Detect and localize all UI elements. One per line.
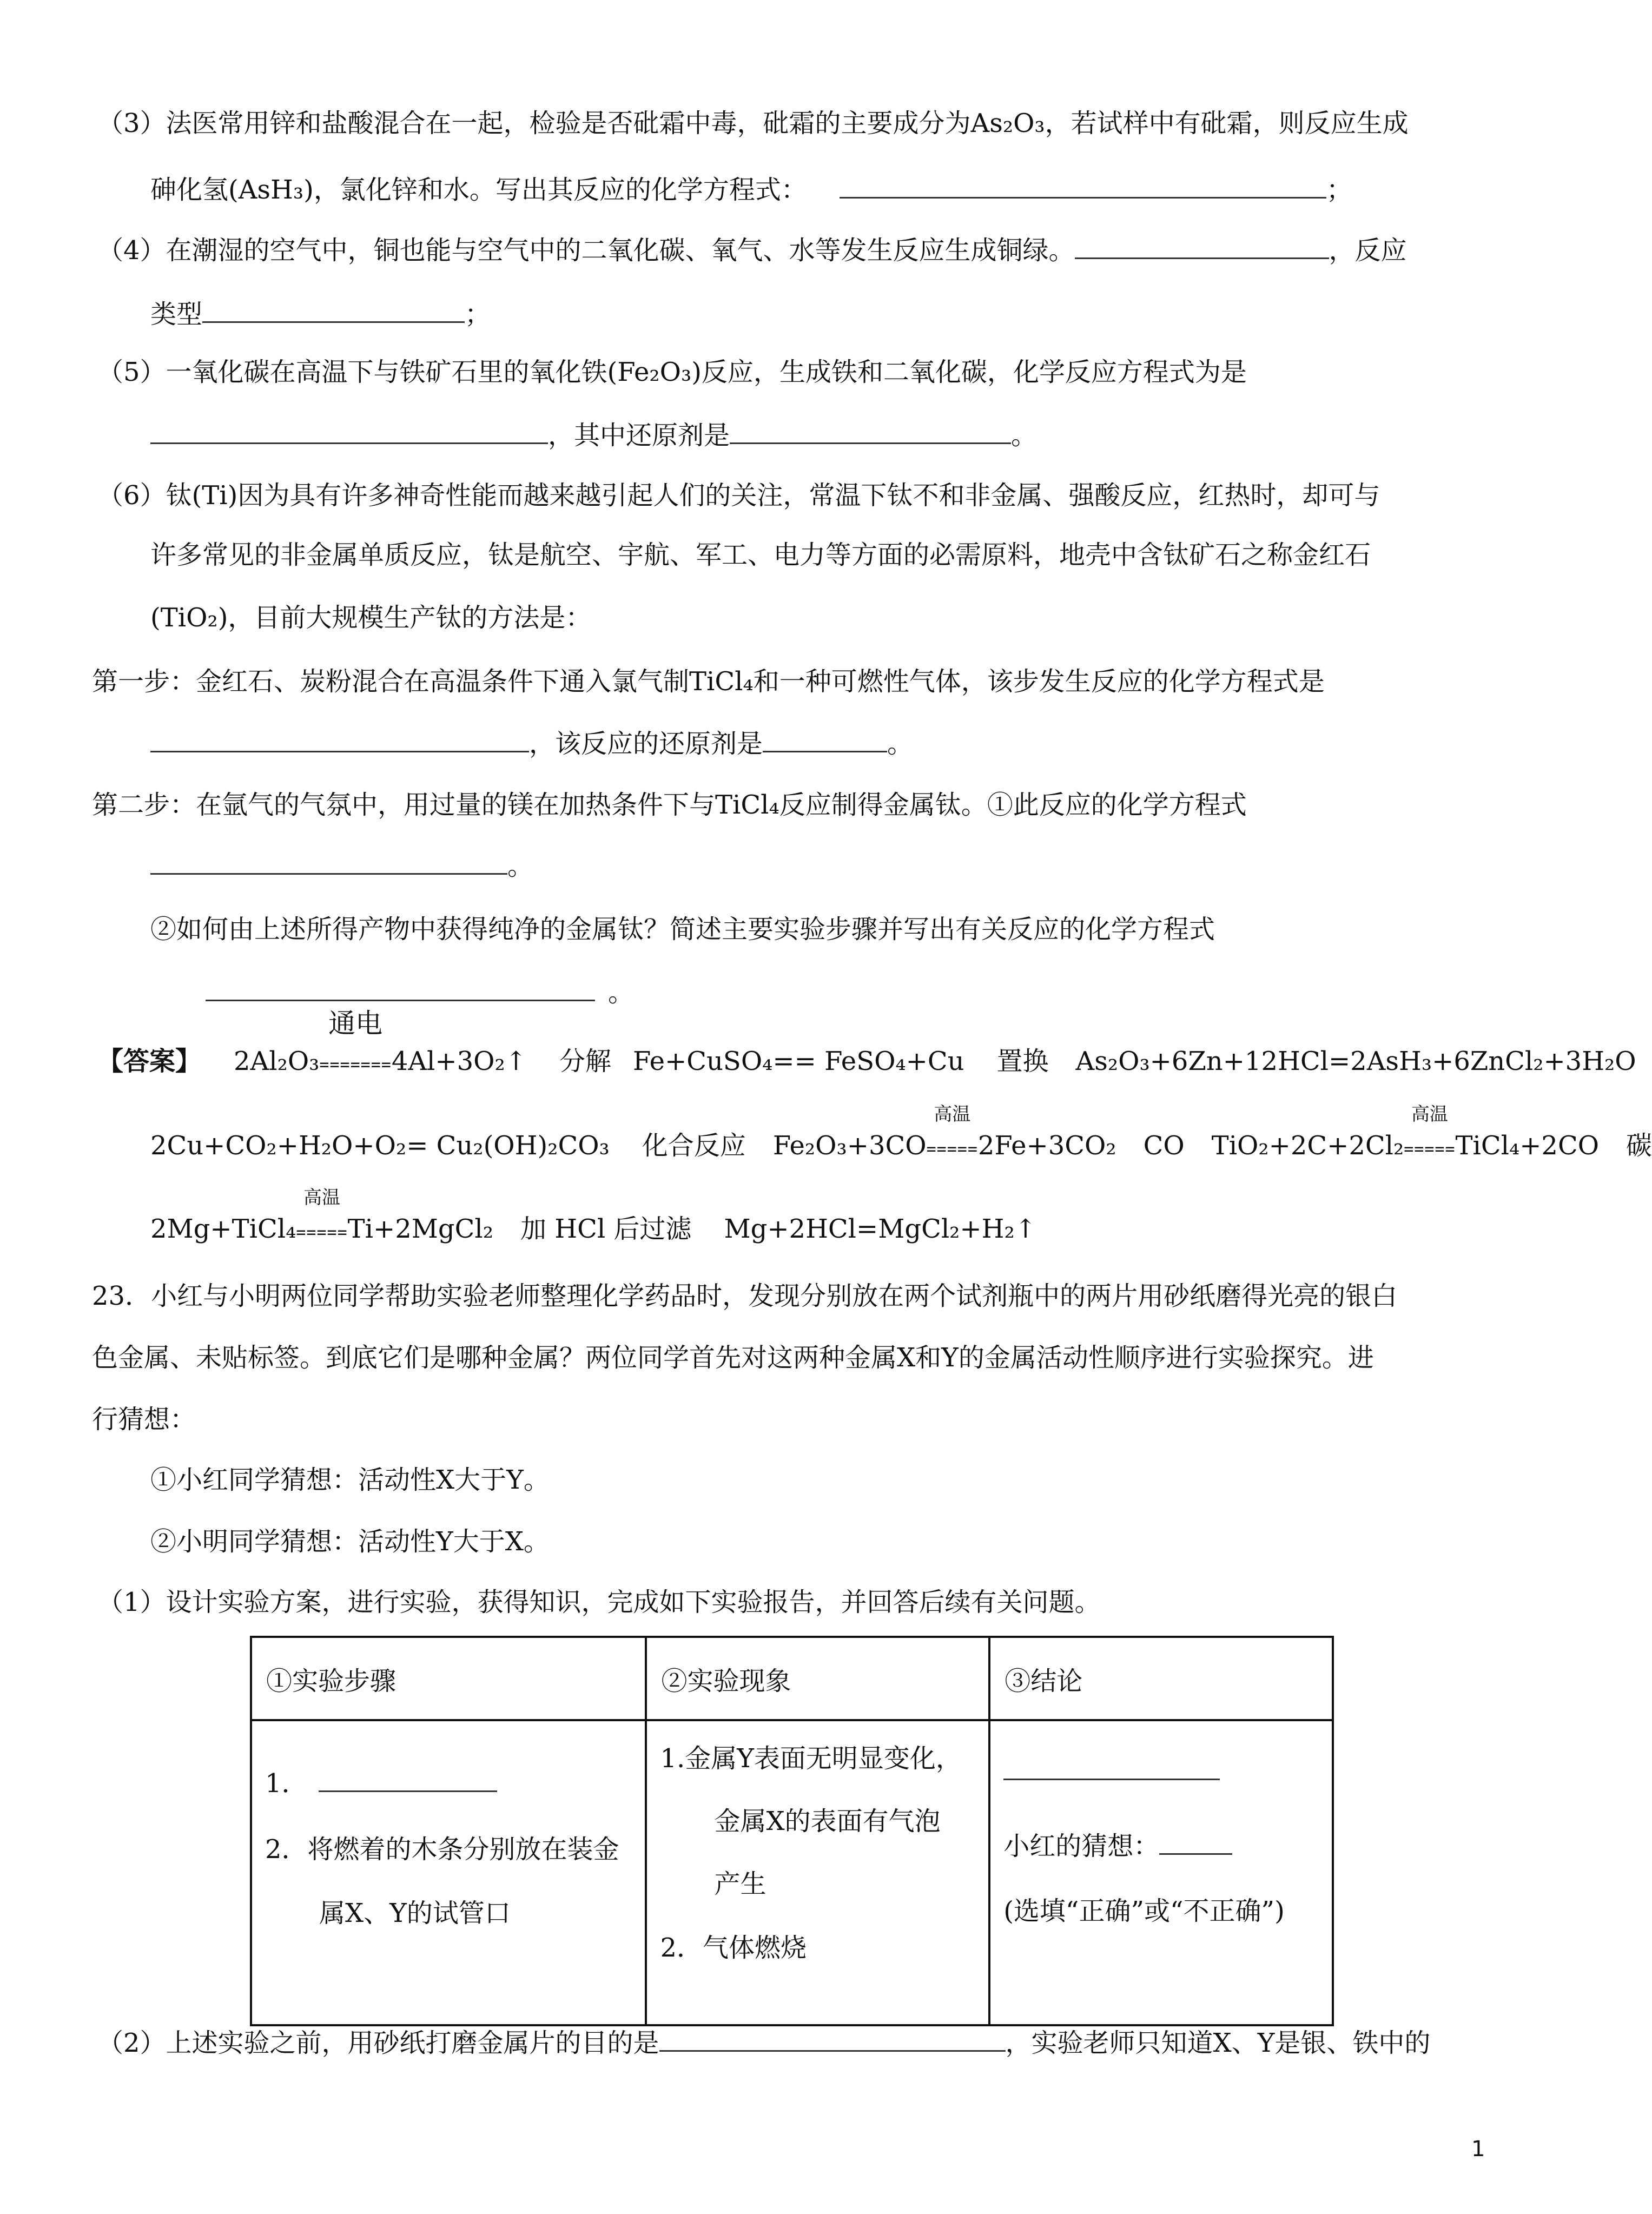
- answer-eq7-right: Ti+2MgCl₂: [347, 1214, 493, 1244]
- answer-line2: [150, 1103, 1652, 1167]
- answer-line3: [150, 1187, 1036, 1250]
- answer-eq1-condition: 通电 =======: [319, 1008, 392, 1074]
- phenomenon1-line1: 1.金属Y表面无明显变化，: [660, 1743, 962, 1774]
- step2-line1: 2．将燃着的木条分别放在装金: [265, 1834, 619, 1865]
- table-row: [251, 1720, 1333, 2025]
- answer-eq7-cond-text: 高温: [303, 1187, 340, 1208]
- q6-line1: （6）钛(Ti)因为具有许多神奇性能而越来越引起人们的关注，常温下钛不和非金属、强酸反应，红热时，却可与: [97, 480, 1380, 511]
- q6-step1-line2: [150, 726, 913, 761]
- q6-step1-blank-reducer[interactable]: [763, 726, 887, 752]
- q5-line2-end: 。: [1011, 420, 1038, 451]
- q6-step2-end: 。: [507, 851, 534, 881]
- q23-part2-b: ，实验老师只知道X、Y是银、铁中的: [1005, 2028, 1431, 2058]
- table-header-conclusion: ③结论: [989, 1637, 1333, 1720]
- table-cell-steps: [251, 1720, 646, 2025]
- conclusion-line3: (选填“正确”或“不正确”): [1003, 1896, 1285, 1926]
- q5-line2: [150, 418, 1037, 453]
- q23-line2: 色金属、未贴标签。到底它们是哪种金属？两位同学首先对这两种金属X和Y的金属活动性顺序进行实验探究。进: [92, 1343, 1374, 1373]
- q6-step1-mid: ，该反应的还原剂是: [529, 729, 763, 759]
- q6-step2-line2: [150, 848, 533, 883]
- table-header-phenomena: ②实验现象: [646, 1637, 989, 1720]
- experiment-report-table: [250, 1636, 1334, 2026]
- q3-blank[interactable]: [840, 172, 1326, 199]
- answer-eq5-cond-text: 高温: [934, 1103, 971, 1125]
- answer-type1: 分解: [559, 1046, 611, 1076]
- conclusion-guess-label: 小红的猜想：: [1003, 1831, 1160, 1861]
- q23-part2-blank[interactable]: [659, 2025, 1006, 2052]
- q6-q2-end: 。: [608, 977, 635, 1008]
- q23-guess1: ①小红同学猜想：活动性X大于Y。: [150, 1465, 550, 1495]
- answer-eq2: Fe+CuSO₄== FeSO₄+Cu: [632, 1046, 964, 1076]
- q23-line3: 行猜想：: [92, 1404, 196, 1435]
- q3-line1: （3）法医常用锌和盐酸混合在一起，检验是否砒霜中毒，砒霜的主要成分为As₂O₃，若试样中有砒霜，则反应生成: [97, 108, 1409, 138]
- q6-step1: 第一步：金红石、炭粉混合在高温条件下通入氯气制TiCl₄和一种可燃性气体，该步发生反应的化学方程式是: [92, 666, 1325, 697]
- conclusion-line1: [1003, 1754, 1220, 1787]
- q6-step2: 第二步：在氩气的气氛中，用过量的镁在加热条件下与TiCl₄反应制得金属钛。①此反应的化学方程式: [92, 790, 1247, 820]
- q6-line3: (TiO₂)，目前大规模生产钛的方法是：: [150, 603, 592, 633]
- answer-eq1-left: 2Al₂O₃: [234, 1046, 320, 1076]
- q6-step1-blank-equation[interactable]: [150, 726, 529, 752]
- answer-eq6-right: TiCl₄+2CO: [1455, 1131, 1600, 1161]
- conclusion-blank[interactable]: [1003, 1754, 1220, 1780]
- q4-line2: [150, 296, 491, 332]
- answer-eq6-left: TiO₂+2C+2Cl₂: [1211, 1131, 1404, 1161]
- answer-eq1-cond-text: 通电: [328, 1008, 383, 1039]
- q23-part2-a: （2）上述实验之前，用砂纸打磨金属片的目的是: [97, 2028, 659, 2058]
- q6-step2-blank[interactable]: [150, 848, 507, 875]
- q4-line1-end: ，反应: [1329, 235, 1407, 266]
- q4-line2-text: 类型: [150, 299, 203, 329]
- q23-line1: 23．小红与小明两位同学帮助实验老师整理化学药品时，发现分别放在两个试剂瓶中的两片用砂纸磨得光亮的银白: [92, 1281, 1398, 1311]
- phenomenon1-line2: 金属X的表面有气泡: [714, 1806, 941, 1836]
- answer-eq7-condition: 高温 =====: [296, 1187, 348, 1242]
- answer-type2: 置换: [996, 1046, 1049, 1076]
- answer-eq8: Mg+2HCl=MgCl₂+H₂↑: [724, 1214, 1036, 1244]
- answer-eq6-cond-text: 高温: [1411, 1103, 1448, 1125]
- answer-type4: 化合反应: [642, 1131, 746, 1161]
- page-number: 1: [1471, 2137, 1485, 2162]
- conclusion-line2: [1003, 1825, 1232, 1862]
- q23-guess2: ②小明同学猜想：活动性Y大于X。: [150, 1526, 550, 1557]
- q5-blank-equation[interactable]: [150, 418, 548, 444]
- answer-eq3: As₂O₃+6Zn+12HCl=2AsH₃+6ZnCl₂+3H₂O: [1075, 1046, 1636, 1076]
- q5-line1: （5）一氧化碳在高温下与铁矿石里的氧化铁(Fe₂O₃)反应，生成铁和二氧化碳，化学反应方程式为是: [97, 357, 1247, 387]
- table-cell-conclusion: [989, 1720, 1333, 2025]
- phenomenon1-line3: 产生: [714, 1869, 766, 1899]
- table-header-row: [251, 1637, 1333, 1720]
- answer-eq1-right: 4Al+3O₂↑: [391, 1046, 527, 1076]
- answer-method7: 加 HCl 后过滤: [520, 1214, 692, 1244]
- q6-question2-line2: [206, 975, 634, 1010]
- q23-part1: （1）设计实验方案，进行实验，获得知识，完成如下实验报告，并回答后续有关问题。: [97, 1587, 1101, 1617]
- conclusion-guess-blank[interactable]: [1159, 1828, 1232, 1855]
- q4-line2-end: ；: [465, 299, 491, 329]
- q6-question2: ②如何由上述所得产物中获得纯净的金属钛？简述主要实验步骤并写出有关反应的化学方程式: [150, 914, 1215, 944]
- answer-eq5-right: 2Fe+3CO₂: [977, 1131, 1116, 1161]
- step2-line2: 属X、Y的试管口: [319, 1898, 511, 1928]
- answer-reducer5: CO: [1143, 1131, 1185, 1161]
- q4-line1-text: （4）在潮湿的空气中，铜也能与空气中的二氧化碳、氧气、水等发生反应生成铜绿。: [97, 235, 1075, 266]
- answer-label: 【答案】: [97, 1046, 202, 1076]
- q4-blank-type[interactable]: [202, 296, 465, 323]
- answer-eq4: 2Cu+CO₂+H₂O+O₂= Cu₂(OH)₂CO₃: [150, 1131, 610, 1161]
- q6-line2: 许多常见的非金属单质反应，钛是航空、宇航、军工、电力等方面的必需原料，地壳中含钛矿石之称金红石: [150, 540, 1371, 570]
- q3-line2-end: ；: [1326, 175, 1352, 205]
- table-header-steps: ①实验步骤: [251, 1637, 646, 1720]
- q5-blank-reducer[interactable]: [730, 418, 1011, 444]
- q5-line2-mid: ，其中还原剂是: [548, 420, 730, 451]
- q4-blank-equation[interactable]: [1075, 233, 1329, 259]
- answer-line1: [97, 1008, 1636, 1082]
- step1-blank[interactable]: [319, 1766, 497, 1792]
- answer-eq6-condition: 高温 =====: [1404, 1103, 1456, 1159]
- table-cell-phenomena: [646, 1720, 989, 2025]
- step1-line: [265, 1762, 497, 1800]
- step1-label: 1．: [265, 1768, 308, 1799]
- q6-q2-blank[interactable]: [206, 975, 595, 1001]
- q6-step1-end: 。: [887, 729, 914, 759]
- phenomenon2: 2．气体燃烧: [660, 1933, 807, 1963]
- answer-eq5-condition: 高温 =====: [926, 1103, 978, 1159]
- answer-reducer6: 碳: [1626, 1131, 1652, 1161]
- q3-line2: [150, 172, 1352, 207]
- q3-line2-text: 砷化氢(AsH₃)，氯化锌和水。写出其反应的化学方程式：: [150, 175, 807, 205]
- q23-part2: [97, 2025, 1430, 2060]
- q4-line1: [97, 233, 1407, 268]
- answer-eq5-left: Fe₂O₃+3CO: [772, 1131, 927, 1161]
- answer-eq7-left: 2Mg+TiCl₄: [150, 1214, 296, 1244]
